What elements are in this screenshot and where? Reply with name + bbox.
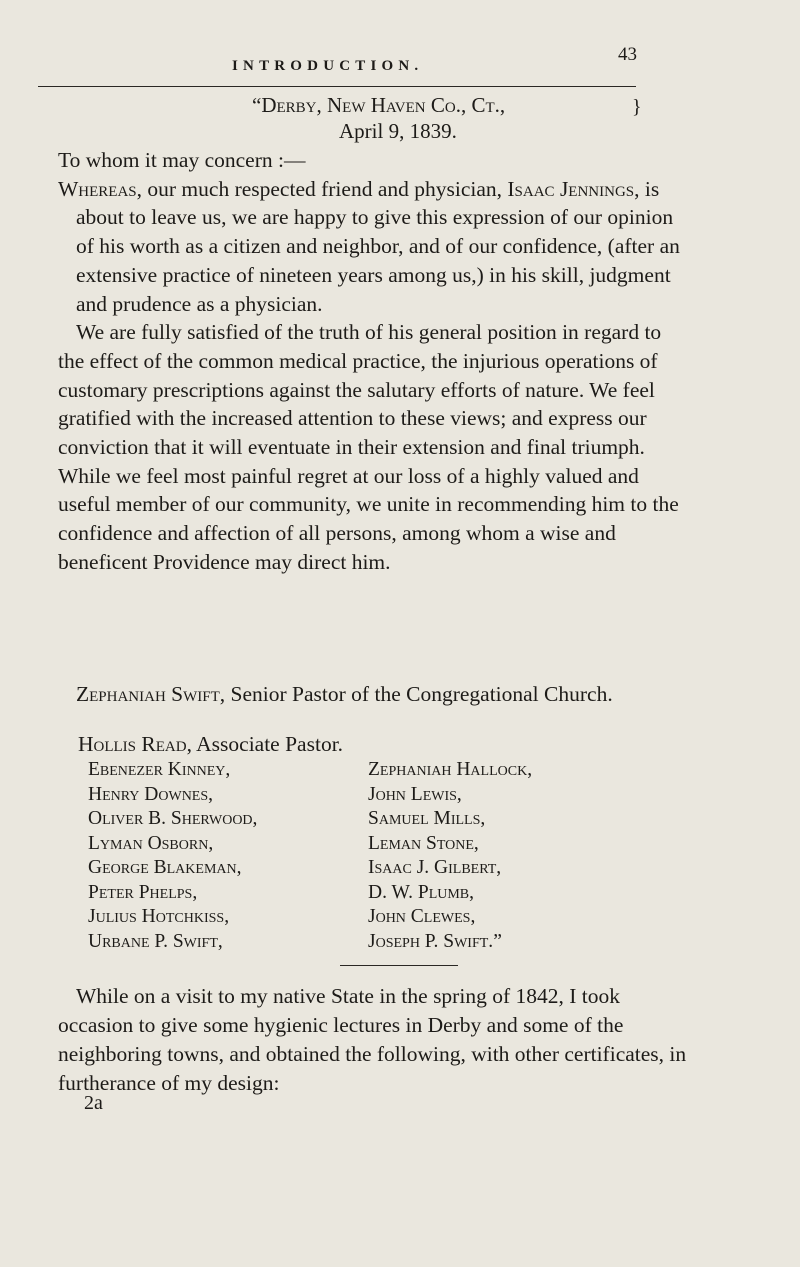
signatory-name: George Blakeman,: [88, 857, 242, 878]
para-we-text: We are fully satisfied of the truth of his general position in regard to the effect of the common medical practice, the injurious operations of customary prescriptions against the salutary efforts of nature. We feel gratified with the increased attention to these views; and express our conviction that it will eventuate in their extension and final triumph. While we feel most painful regret at our loss of a highly valued and useful member of our community, we unite in recommending him to the confidence and affection of all persons, among whom a wise and beneficent Providence may direct him.: [58, 320, 679, 574]
certificate-body: [58, 146, 684, 577]
whereas-paragraph: [58, 175, 684, 319]
signatory-name: Joseph P. Swift. ”: [368, 930, 532, 955]
associate-pastor-line: [78, 732, 343, 757]
senior-pastor-line: [58, 680, 718, 708]
associate-pastor-title: Associate Pastor.: [191, 732, 344, 756]
signatory-name: John Clewes,: [368, 906, 476, 927]
name-isaac-jennings: Isaac Jennings: [507, 176, 635, 201]
dateline: [252, 92, 505, 144]
page-number: 43: [618, 44, 637, 65]
signatory-name: John Lewis,: [368, 783, 462, 805]
salutation: To whom it may concern :—: [58, 148, 306, 172]
signatory-name: Julius Hotchkiss,: [88, 906, 230, 927]
associate-pastor-name: Hollis Read,: [78, 732, 192, 756]
senior-pastor-name: Zephaniah Swift,: [76, 682, 226, 706]
signatory-name: Lyman Osborn,: [88, 832, 214, 854]
signatory-name: Ebenezer Kinney,: [88, 759, 231, 780]
signature-mark: 2a: [84, 1092, 103, 1114]
signatory-column-right: [368, 758, 532, 954]
signatory-name: Oliver B. Sherwood,: [88, 808, 258, 829]
signatory-name: D. W. Plumb,: [368, 881, 475, 903]
whereas-lead: Whereas,: [58, 176, 143, 201]
dateline-date: April 9, 1839.: [339, 119, 457, 143]
closing-paragraph: While on a visit to my native State in the spring of 1842, I took occasion to give some hygienic lectures in Derby and some of the neighboring towns, and obtained the following, with other certificates, in furtherance of my design:: [58, 984, 687, 1095]
signatory-name: Leman Stone,: [368, 832, 479, 854]
signatory-name: Henry Downes,: [88, 783, 214, 805]
dateline-place: “Derby, New Haven Co., Ct.,: [252, 93, 506, 117]
senior-pastor-title: Senior Pastor of the Congregational Church.: [225, 682, 613, 706]
dateline-brace: }: [632, 96, 642, 118]
whereas-text: our much respected friend and physician,: [142, 176, 508, 201]
whereas-rest: , is about to leave us, we are happy to give this expression of our opinion of his worth as a citizen and neighbor, and of our confidence, (after an extensive practice of nineteen years among us,) in his skill, judgment and prudence as a physician.: [76, 176, 680, 316]
signatory-column-left: [88, 758, 257, 954]
header-rule: [38, 86, 636, 87]
running-head: INTRODUCTION.: [232, 58, 424, 74]
signatory-name: Samuel Mills,: [368, 808, 486, 829]
signatory-name: Urbane P. Swift,: [88, 930, 223, 952]
signatory-name: Zephaniah Hallock,: [368, 759, 533, 780]
signatory-name: Peter Phelps,: [88, 881, 198, 903]
paragraph-we-are: [58, 318, 684, 576]
section-rule: [340, 965, 458, 966]
signatory-name: Isaac J. Gilbert,: [368, 857, 502, 878]
